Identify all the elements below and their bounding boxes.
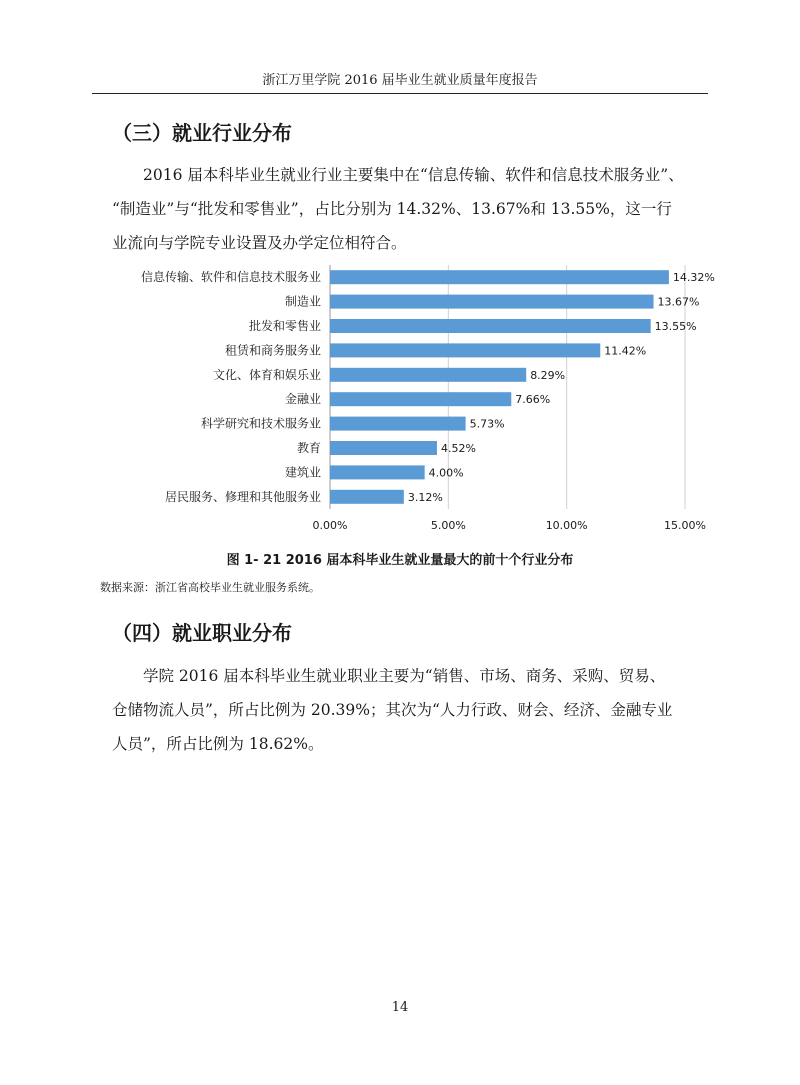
section-3-line-3: 业流向与学院专业设置及办学定位相符合。	[112, 234, 407, 252]
bar-category-label: 金融业	[284, 392, 321, 407]
section-4-line-3: 人员”，所占比例为 18.62%。	[112, 735, 324, 753]
section-4-paragraph	[112, 659, 710, 761]
bar	[330, 392, 511, 406]
header-divider	[92, 93, 708, 94]
bar-category-label: 教育	[296, 441, 321, 455]
bar-category-label: 信息传输、软件和信息技术服务业	[140, 270, 321, 285]
bar-data-label: 11.42%	[604, 344, 647, 358]
bar-category-label: 制造业	[284, 294, 321, 309]
bar-data-label: 8.29%	[530, 368, 566, 382]
bar-data-label: 7.66%	[515, 393, 551, 407]
bar-data-label: 13.67%	[657, 295, 700, 309]
bar	[330, 465, 425, 479]
figure-caption: 图 1- 21 2016 届本科毕业生就业量最大的前十个行业分布	[226, 553, 574, 568]
page-header-title: 浙江万里学院 2016 届毕业生就业质量年度报告	[262, 73, 538, 88]
data-source-note: 数据来源：浙江省高校毕业生就业服务系统。	[100, 581, 320, 594]
x-tick-label: 5.00%	[430, 519, 466, 532]
industry-bar-chart	[100, 262, 715, 544]
bar	[330, 368, 526, 382]
section-4-heading: （四）就业职业分布	[112, 621, 292, 645]
bar-category-label: 文化、体育和娱乐业	[212, 367, 321, 382]
x-tick-label: 10.00%	[545, 519, 588, 532]
bar	[330, 295, 654, 309]
bar-data-label: 14.32%	[672, 271, 715, 285]
section-3-heading: （三）就业行业分布	[112, 121, 292, 145]
chart-bars	[330, 270, 669, 504]
bar	[330, 441, 437, 455]
x-tick-label: 0.00%	[312, 519, 348, 532]
section-3-paragraph	[112, 158, 710, 260]
bar-category-label: 居民服务、修理和其他服务业	[164, 489, 321, 504]
section-3-line-2: “制造业”与“批发和零售业”，占比分别为 14.32%、13.67%和 13.55%，这一行	[112, 200, 672, 218]
bar	[330, 343, 600, 357]
section-4-line-1: 学院 2016 届本科毕业生就业职业主要为“销售、市场、商务、采购、贸易、	[143, 667, 666, 685]
bar-data-label: 4.00%	[428, 466, 464, 480]
bar	[330, 417, 466, 431]
page-number: 14	[391, 1000, 409, 1015]
bar-category-label: 租赁和商务服务业	[224, 343, 321, 358]
bar-data-label: 5.73%	[469, 417, 505, 431]
chart-x-tick-labels	[313, 519, 706, 532]
bar-category-label: 批发和零售业	[248, 319, 321, 333]
x-tick-label: 15.00%	[664, 519, 706, 532]
bar-category-label: 科学研究和技术服务业	[200, 416, 321, 431]
section-4-line-2: 仓储物流人员”，所占比例为 20.39%；其次为“人力行政、财会、经济、金融专业	[112, 701, 673, 719]
bar	[330, 319, 651, 333]
chart-category-labels	[141, 269, 321, 504]
bar-data-label: 13.55%	[654, 320, 697, 333]
bar-category-label: 建筑业	[284, 465, 321, 480]
bar-data-label: 3.12%	[407, 490, 443, 504]
bar	[330, 490, 404, 504]
bar	[330, 270, 669, 284]
section-3-line-1: 2016 届本科毕业生就业行业主要集中在“信息传输、软件和信息技术服务业”、	[143, 166, 684, 184]
bar-data-label: 4.52%	[440, 442, 476, 455]
